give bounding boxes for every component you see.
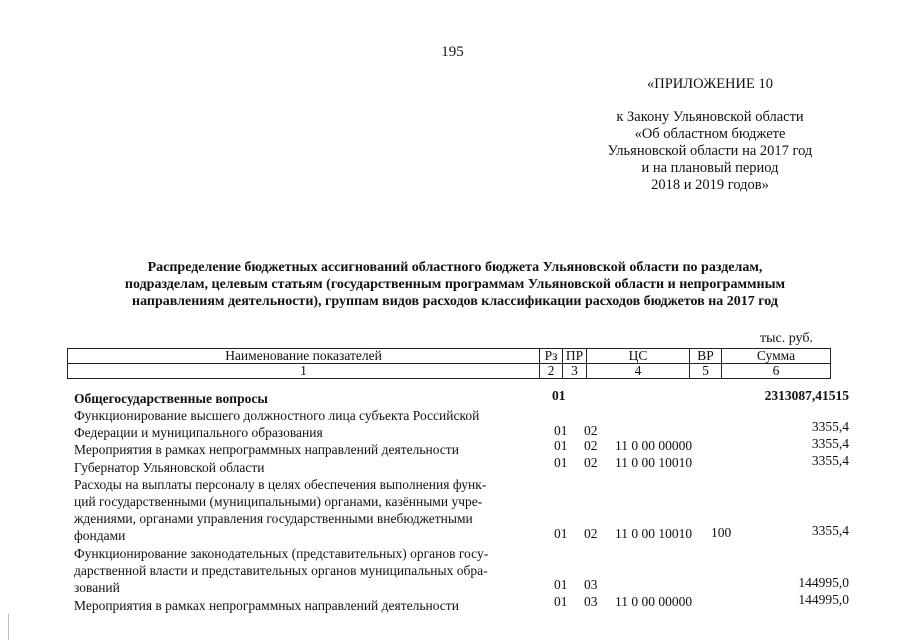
appendix-line: Ульяновской области на 2017 год (607, 143, 813, 159)
column-header-vr: ВР (690, 349, 722, 364)
cell-rz: 01 (554, 526, 568, 541)
row-name (74, 459, 542, 476)
row-name-line: фондами (74, 528, 126, 543)
cell-sum: 3355,4 (811, 523, 849, 538)
column-header-name: Наименование показателей (68, 349, 540, 364)
cell-cs: 11 0 00 10010 (615, 455, 693, 470)
column-number: 6 (722, 364, 831, 379)
cell-sum: 144995,0 (798, 575, 849, 590)
row-name (74, 441, 542, 458)
cell-pr: 03 (584, 594, 598, 609)
cell-pr: 02 (584, 438, 598, 453)
column-header-sum: Сумма (722, 349, 831, 364)
row-name-line: Мероприятия в рамках непрограммных направлений деятельности (74, 442, 459, 457)
row-name (74, 390, 542, 407)
column-header-rz: Рз (540, 349, 563, 364)
table-header (67, 348, 831, 379)
cell-pr: 02 (584, 526, 598, 541)
cell-vr: 100 (711, 525, 732, 540)
cell-sum: 3355,4 (811, 436, 849, 451)
cell-cs: 11 0 00 00000 (615, 438, 693, 453)
row-name (74, 407, 542, 441)
appendix-line: 2018 и 2019 годов» (651, 177, 769, 193)
column-number: 1 (68, 364, 540, 379)
appendix-text (560, 109, 860, 194)
column-header-pr: ПР (563, 349, 587, 364)
appendix-line: к Закону Ульяновской области (616, 109, 804, 125)
column-number-row (68, 364, 831, 379)
column-header-cs: ЦС (587, 349, 690, 364)
scan-edge-line (8, 614, 9, 640)
cell-rz: 01 (554, 455, 568, 470)
cell-cs: 11 0 00 00000 (615, 594, 693, 609)
column-number: 4 (587, 364, 690, 379)
row-name-line: Федерации и муниципального образования (74, 425, 323, 440)
cell-rz: 01 (554, 594, 568, 609)
cell-rz: 01 (552, 388, 566, 403)
cell-rz: 01 (554, 423, 568, 438)
row-name-line: Расходы на выплаты персоналу в целях обеспечения выполнения функ- (74, 477, 487, 492)
title-line: подразделам, целевым статьям (государственным программам Ульяновской области и непрограммным (124, 277, 786, 292)
cell-sum: 144995,0 (798, 592, 849, 607)
row-name-line: дарственной власти и представительных органов муниципальных обра- (74, 563, 488, 578)
page-number: 195 (441, 44, 464, 60)
appendix-line: «Об областном бюджете (634, 126, 786, 142)
units-label: тыс. руб. (760, 331, 813, 346)
row-name-line: Функционирование законодательных (представительных) органов госу- (74, 546, 489, 561)
row-name (74, 597, 542, 614)
cell-pr: 02 (584, 455, 598, 470)
cell-rz: 01 (554, 577, 568, 592)
header-row (68, 349, 831, 364)
cell-rz: 01 (554, 438, 568, 453)
cell-sum: 3355,4 (811, 453, 849, 468)
column-number: 2 (540, 364, 563, 379)
row-name (74, 545, 542, 596)
appendix-title: «ПРИЛОЖЕНИЕ 10 (647, 76, 773, 92)
title-line: направлениям деятельности), группам видов расходов классификации расходов бюджетов на 2017 год (132, 294, 778, 309)
row-name-line: Функционирование высшего должностного лица субъекта Российской (74, 408, 480, 423)
row-name-line: Общегосударственные вопросы (74, 391, 268, 406)
row-name-line: ций государственными (муниципальными) органами, казёнными учре- (74, 494, 483, 509)
row-name (74, 476, 542, 544)
row-name-line: Мероприятия в рамках непрограммных направлений деятельности (74, 598, 459, 613)
document-title (95, 259, 815, 310)
cell-sum: 2313087,41515 (764, 388, 849, 403)
title-line: Распределение бюджетных ассигнований областного бюджета Ульяновской области по разделам, (147, 260, 763, 275)
appendix-line: и на плановый период (641, 160, 779, 176)
row-name-line: Губернатор Ульяновской области (74, 460, 265, 475)
cell-pr: 03 (584, 577, 598, 592)
column-number: 5 (690, 364, 722, 379)
column-number: 3 (563, 364, 587, 379)
cell-pr: 02 (584, 423, 598, 438)
row-name-line: зований (74, 580, 120, 595)
cell-sum: 3355,4 (811, 419, 849, 434)
row-name-line: ждениями, органами управления государственными внебюджетными (74, 511, 473, 526)
cell-cs: 11 0 00 10010 (615, 526, 693, 541)
